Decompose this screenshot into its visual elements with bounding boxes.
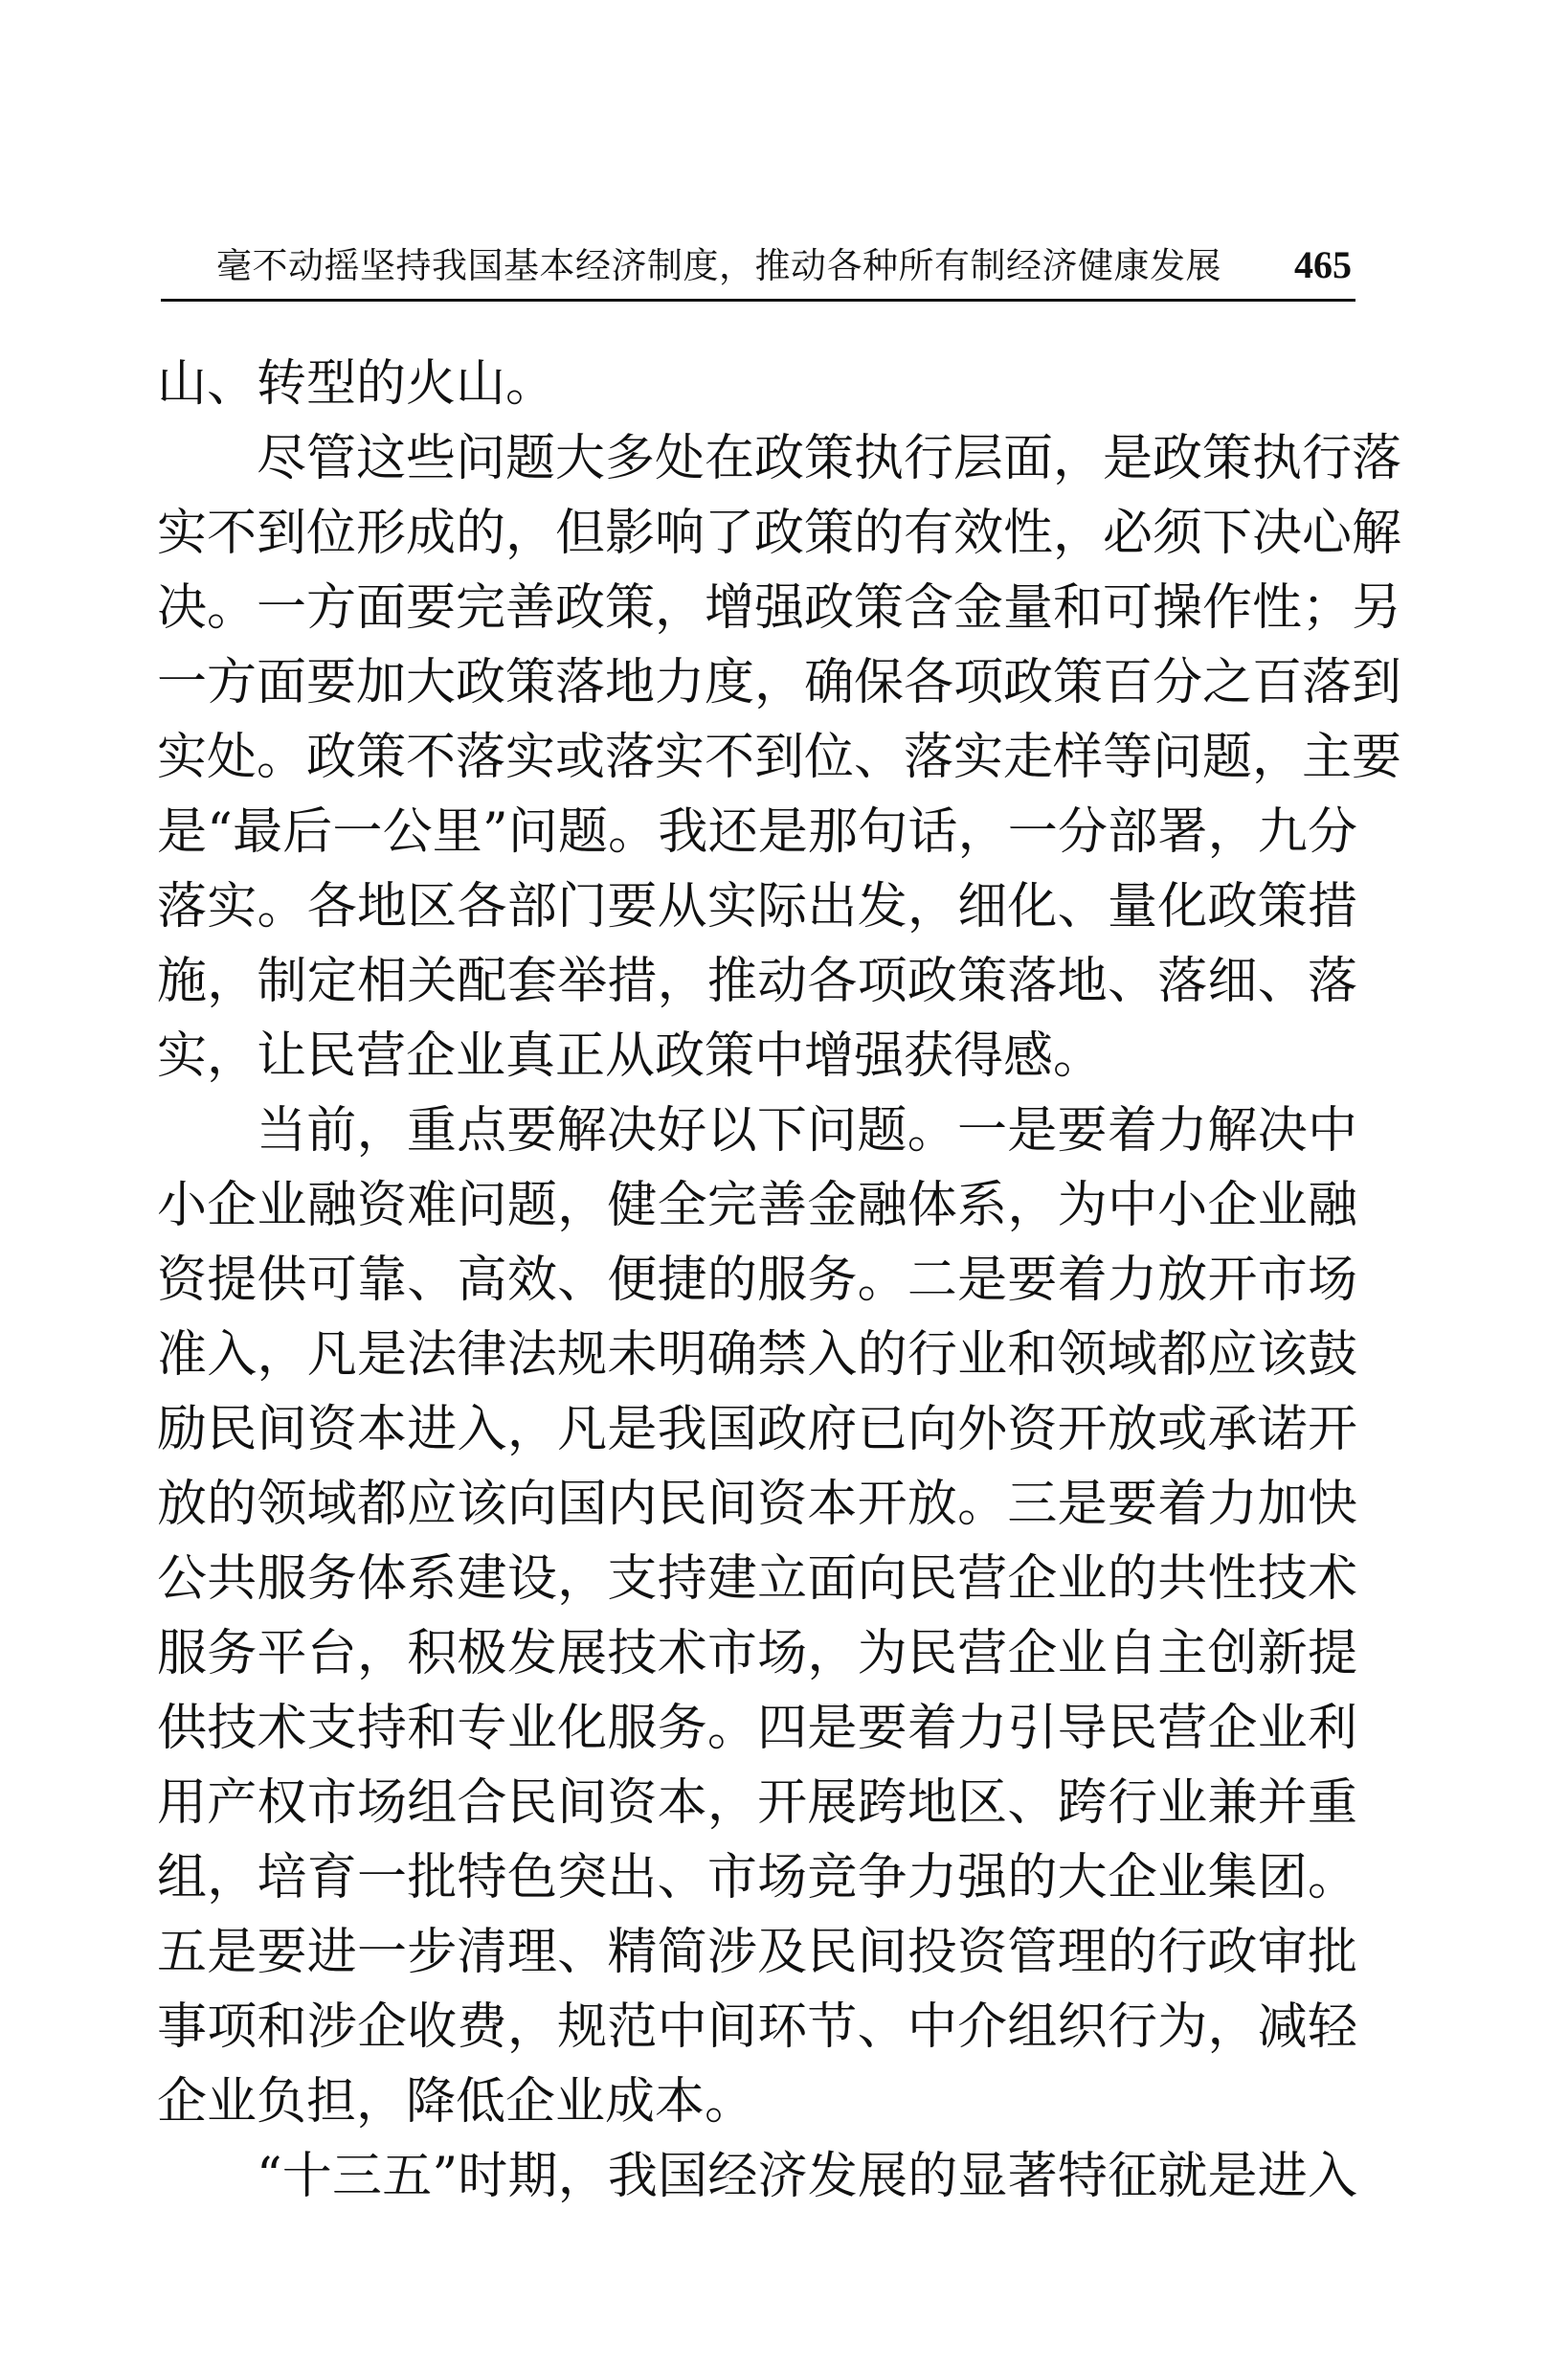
text-line: 放的领域都应该向国内民间资本开放。三是要着力加快: [157, 1476, 1357, 1533]
text-line: 决。一方面要完善政策，增强政策含金量和可操作性；另: [157, 579, 1402, 637]
text-line: 实处。政策不落实或落实不到位、落实走样等问题，主要: [157, 729, 1402, 786]
text-line: 实不到位形成的，但影响了政策的有效性，必须下决心解: [157, 505, 1402, 562]
text-line: 当前，重点要解决好以下问题。一是要着力解决中: [257, 1102, 1357, 1160]
body-text: [157, 347, 1402, 2214]
page-number: 465: [1294, 243, 1352, 286]
running-title: 毫不动摇坚持我国基本经济制度，推动各种所有制经济健康发展: [216, 245, 1221, 286]
text-line: 实，让民营企业真正从政策中增强获得感。: [157, 1027, 1104, 1085]
text-line: 资提供可靠、高效、便捷的服务。二是要着力放开市场: [157, 1252, 1357, 1309]
text-line: 五是要进一步清理、精简涉及民间投资管理的行政审批: [157, 1924, 1357, 1981]
text-line: 企业负担，降低企业成本。: [157, 2073, 755, 2131]
text-line: 落实。各地区各部门要从实际出发，细化、量化政策措: [157, 878, 1357, 936]
text-line: 施，制定相关配套举措，推动各项政策落地、落细、落: [157, 953, 1357, 1010]
text-line: 服务平台，积极发展技术市场，为民营企业自主创新提: [157, 1625, 1357, 1682]
text-line: 供技术支持和专业化服务。四是要着力引导民营企业利: [157, 1700, 1357, 1757]
text-line: “十三五”时期，我国经济发展的显著特征就是进入: [257, 2148, 1357, 2205]
text-line: 准入，凡是法律法规未明确禁入的行业和领域都应该鼓: [157, 1326, 1357, 1384]
text-line: 组，培育一批特色突出、市场竞争力强的大企业集团。: [157, 1849, 1357, 1906]
text-line: 事项和涉企收费，规范中间环节、中介组织行为，减轻: [157, 1998, 1357, 2056]
text-line: 公共服务体系建设，支持建立面向民营企业的共性技术: [157, 1550, 1357, 1608]
text-line: 小企业融资难问题，健全完善金融体系，为中小企业融: [157, 1177, 1357, 1234]
text-line: 一方面要加大政策落地力度，确保各项政策百分之百落到: [157, 654, 1402, 711]
text-line: 励民间资本进入，凡是我国政府已向外资开放或承诺开: [157, 1401, 1357, 1458]
text-line: 尽管这些问题大多处在政策执行层面，是政策执行落: [257, 430, 1402, 487]
text-line: 是“最后一公里”问题。我还是那句话，一分部署，九分: [157, 803, 1357, 861]
text-line: 山、转型的火山。: [157, 355, 556, 413]
text-line: 用产权市场组合民间资本，开展跨地区、跨行业兼并重: [157, 1774, 1357, 1832]
running-header: [161, 232, 1355, 302]
